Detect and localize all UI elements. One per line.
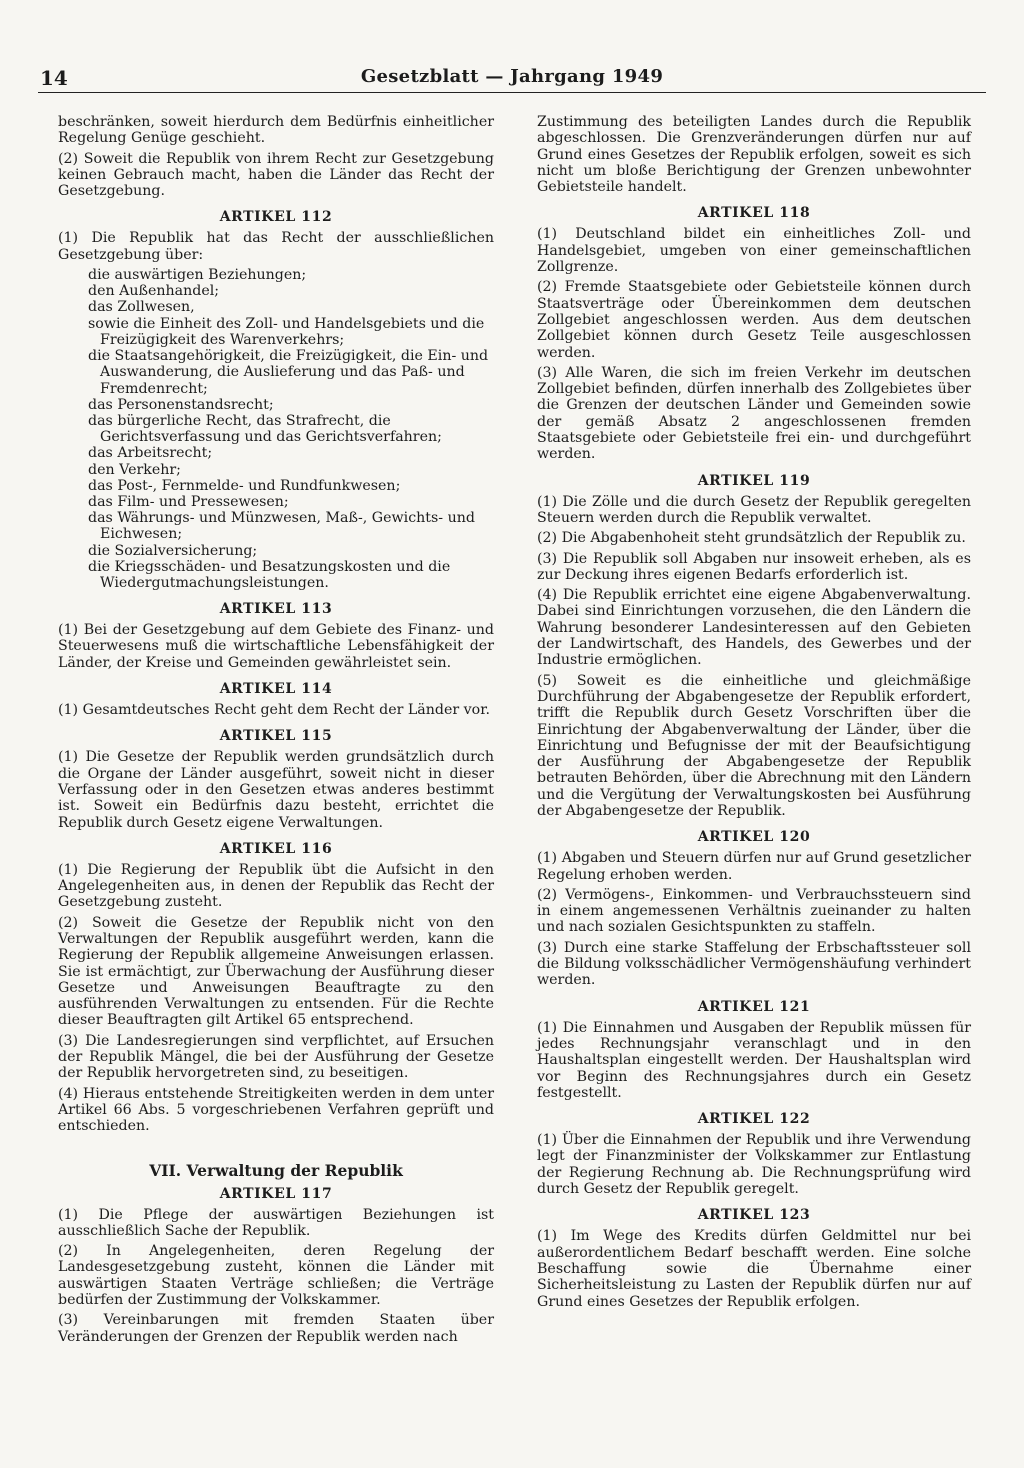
list-item: das Währungs- und Münzwesen, Maß-, Gewichts- und Eichwesen;: [88, 510, 475, 543]
list-item: das Arbeitsrecht;: [88, 445, 213, 462]
page-number: 14: [40, 66, 68, 90]
list-item: sowie die Einheit des Zoll- und Handelsgebiets und die Freizügigkeit des Warenverkehrs;: [88, 315, 485, 348]
paragraph: (1) Die Regierung der Republik übt die Aufsicht in den Angelegenheiten aus, in denen der Republik das Recht der Gesetzgebung zusteht.: [58, 861, 494, 911]
article-heading-121: ARTIKEL 121: [697, 998, 811, 1015]
paragraph: (1) Deutschland bildet ein einheitliches Zoll- und Handelsgebiet, umgeben von einer gemeinschaftlichen Zollgrenze.: [537, 226, 971, 276]
paragraph: (2) Soweit die Republik von ihrem Recht zur Gesetzgebung keinen Gebrauch macht, haben die Länder das Recht der Gesetzgebung.: [58, 150, 494, 200]
article-heading-118: ARTIKEL 118: [697, 205, 811, 222]
article-heading-113: ARTIKEL 113: [219, 601, 333, 618]
paragraph: (1) Die Zölle und die durch Gesetz der Republik geregelten Steuern werden durch die Republik verwaltet.: [537, 493, 971, 526]
list-item: die auswärtigen Beziehungen;: [88, 267, 307, 284]
paragraph: Zustimmung des beteiligten Landes durch die Republik abgeschlossen. Die Grenzveränderungen dürfen nur auf Grund eines Gesetzes der Republik erfolgen, soweit es sich nicht um bloße Berichtigung der Grenzen unbewohnter Gebietsteile handelt.: [537, 114, 971, 196]
paragraph: (1) Die Pflege der auswärtigen Beziehungen ist ausschließlich Sache der Republik.: [58, 1206, 494, 1239]
article-heading-120: ARTIKEL 120: [697, 829, 811, 846]
paragraph: (1) Die Republik hat das Recht der ausschließlichen Gesetzgebung über:: [58, 230, 494, 263]
list-item: das Post-, Fernmelde- und Rundfunkwesen;: [88, 477, 401, 494]
paragraph: beschränken, soweit hierdurch dem Bedürfnis einheitlicher Regelung Genüge geschieht.: [58, 114, 494, 147]
article-heading-114: ARTIKEL 114: [219, 681, 333, 698]
paragraph: (5) Soweit es die einheitliche und gleichmäßige Durchführung der Abgabengesetze der Republik erfordert, trifft die Republik durch Gesetz Vorschriften über die Einrichtung der Abgabenverwaltung der Länder, über die Einrichtung und Befugnisse der mit der Beaufsichtigung der Ausführung der Abgabengesetze der Republik betrauten Behörden, über die Abrechnung mit den Ländern und die Vergütung der Verwaltungskosten bei Ausführung der Abgabengesetze der Republik.: [537, 672, 971, 819]
paragraph: (1) Gesamtdeutsches Recht geht dem Recht der Länder vor.: [58, 702, 490, 719]
list-item: den Außenhandel;: [88, 283, 220, 300]
article-heading-123: ARTIKEL 123: [697, 1207, 811, 1224]
paragraph: (1) Die Gesetze der Republik werden grundsätzlich durch die Organe der Länder ausgeführt, soweit nicht in dieser Verfassung oder in den Gesetzen etwas anderes bestimmt ist. Soweit ein Bedürfnis dazu besteht, errichtet die Republik durch Gesetz eigene Verwaltungen.: [58, 749, 494, 831]
paragraph: (3) Durch eine starke Staffelung der Erbschaftssteuer soll die Bildung volksschädlicher Vermögenshäufung verhindert werden.: [537, 939, 971, 989]
paragraph: (2) Soweit die Gesetze der Republik nicht von den Verwaltungen der Republik ausgeführt werden, kann die Regierung der Republik allgemeine Anweisungen erlassen. Sie ist ermächtigt, zur Überwachung der Ausführung dieser Gesetze und Anweisungen Beauftragte zu den ausführenden Verwaltungen zu entsenden. Für die Rechte dieser Beauftragten gilt Artikel 65 entsprechend.: [58, 914, 494, 1029]
list-item: das Film- und Pressewesen;: [88, 493, 289, 510]
list-item: die Kriegsschäden- und Besatzungskosten und die Wiedergutmachungsleistungen.: [88, 558, 451, 591]
paragraph: (3) Die Landesregierungen sind verpflichtet, auf Ersuchen der Republik Mängel, die bei der Ausführung der Gesetze der Republik hervorgetreten sind, zu beseitigen.: [58, 1032, 494, 1082]
right-column: [537, 114, 971, 1314]
paragraph: (2) Vermögens-, Einkommen- und Verbrauchssteuern sind in einem angemessenen Verhältnis zueinander zu halten und nach sozialen Gesichtspunkten zu staffeln.: [537, 886, 971, 936]
list-item: den Verkehr;: [88, 461, 181, 478]
article-heading-115: ARTIKEL 115: [219, 728, 333, 745]
list-item: die Staatsangehörigkeit, die Freizügigkeit, die Ein- und Auswanderung, die Auslieferung und das Paß- und Fremdenrecht;: [88, 348, 489, 397]
article-heading-122: ARTIKEL 122: [697, 1111, 811, 1128]
paragraph: (3) Die Republik soll Abgaben nur insoweit erheben, als es zur Deckung ihres eigenen Bedarfs erforderlich ist.: [537, 550, 971, 583]
list-item: das Personenstandsrecht;: [88, 396, 274, 413]
paragraph: (4) Hieraus entstehende Streitigkeiten werden in dem unter Artikel 66 Abs. 5 vorgeschriebenen Verfahren geprüft und entschieden.: [58, 1085, 494, 1135]
article-heading-117: ARTIKEL 117: [219, 1185, 333, 1202]
left-column: [58, 114, 494, 1349]
paragraph: (2) In Angelegenheiten, deren Regelung der Landesgesetzgebung zusteht, können die Länder mit auswärtigen Staaten Verträge schließen; die Verträge bedürfen der Zustimmung der Volkskammer.: [58, 1243, 494, 1309]
journal-title: Gesetzblatt — Jahrgang 1949: [360, 66, 664, 87]
paragraph: (1) Abgaben und Steuern dürfen nur auf Grund gesetzlicher Regelung erhoben werden.: [537, 850, 971, 883]
section-heading: VII. Verwaltung der Republik: [149, 1160, 403, 1180]
paragraph: (1) Bei der Gesetzgebung auf dem Gebiete des Finanz- und Steuerwesens muß die wirtschaftliche Lebensfähigkeit der Länder, der Kreise und Gemeinden gewährleistet sein.: [58, 622, 494, 671]
page-header: [38, 66, 986, 93]
legislation-list: [58, 267, 494, 591]
list-item: das bürgerliche Recht, das Strafrecht, die Gerichtsverfassung und das Gerichtsverfahren;: [88, 412, 442, 446]
article-heading-116: ARTIKEL 116: [219, 840, 333, 857]
paragraph: (2) Fremde Staatsgebiete oder Gebietsteile können durch Staatsverträge oder Übereinkommen dem deutschen Zollgebiet angeschlossen werden. Aus dem deutschen Zollgebiet können durch Gesetz Teile ausgeschlossen werden.: [537, 279, 971, 361]
paragraph: (1) Die Einnahmen und Ausgaben der Republik müssen für jedes Rechnungsjahr veranschlagt und in den Haushaltsplan eingestellt werden. Der Haushaltsplan wird vor Beginn des Rechnungsjahres durch ein Gesetz festgestellt.: [537, 1019, 971, 1101]
article-heading-112: ARTIKEL 112: [219, 209, 333, 226]
article-heading-119: ARTIKEL 119: [697, 472, 811, 489]
list-item: die Sozialversicherung;: [88, 542, 258, 559]
paragraph: (1) Über die Einnahmen der Republik und ihre Verwendung legt der Finanzminister der Volkskammer zur Entlastung der Regierung Rechnung ab. Die Rechnungsprüfung wird durch Gesetz der Republik geregelt.: [537, 1132, 971, 1198]
paragraph: (2) Die Abgabenhoheit steht grundsätzlich der Republik zu.: [537, 530, 966, 547]
paragraph: (4) Die Republik errichtet eine eigene Abgabenverwaltung. Dabei sind Einrichtungen vorzusehen, die den Ländern die Wahrung besonderer Landesinteressen auf den Gebieten der Landwirtschaft, des Handels, des Gewerbes und der Industrie ermöglichen.: [537, 587, 971, 669]
paragraph: (3) Vereinbarungen mit fremden Staaten über Veränderungen der Grenzen der Republik werden nach: [58, 1312, 494, 1345]
paragraph: (1) Im Wege des Kredits dürfen Geldmittel nur bei außerordentlichem Bedarf beschafft werden. Eine solche Beschaffung sowie die Übernahme einer Sicherheitsleistung zu Lasten der Republik dürfen nur auf Grund eines Gesetzes der Republik erfolgen.: [537, 1228, 971, 1310]
paragraph: (3) Alle Waren, die sich im freien Verkehr im deutschen Zollgebiet befinden, dürfen innerhalb des Zollgebietes über die Grenzen der deutschen Länder und Gemeinden sowie der gemäß Absatz 2 angeschlossenen fremden Staatsgebiete oder Gebietsteile frei ein- und durchgeführt werden.: [537, 364, 971, 463]
list-item: das Zollwesen,: [88, 299, 195, 316]
